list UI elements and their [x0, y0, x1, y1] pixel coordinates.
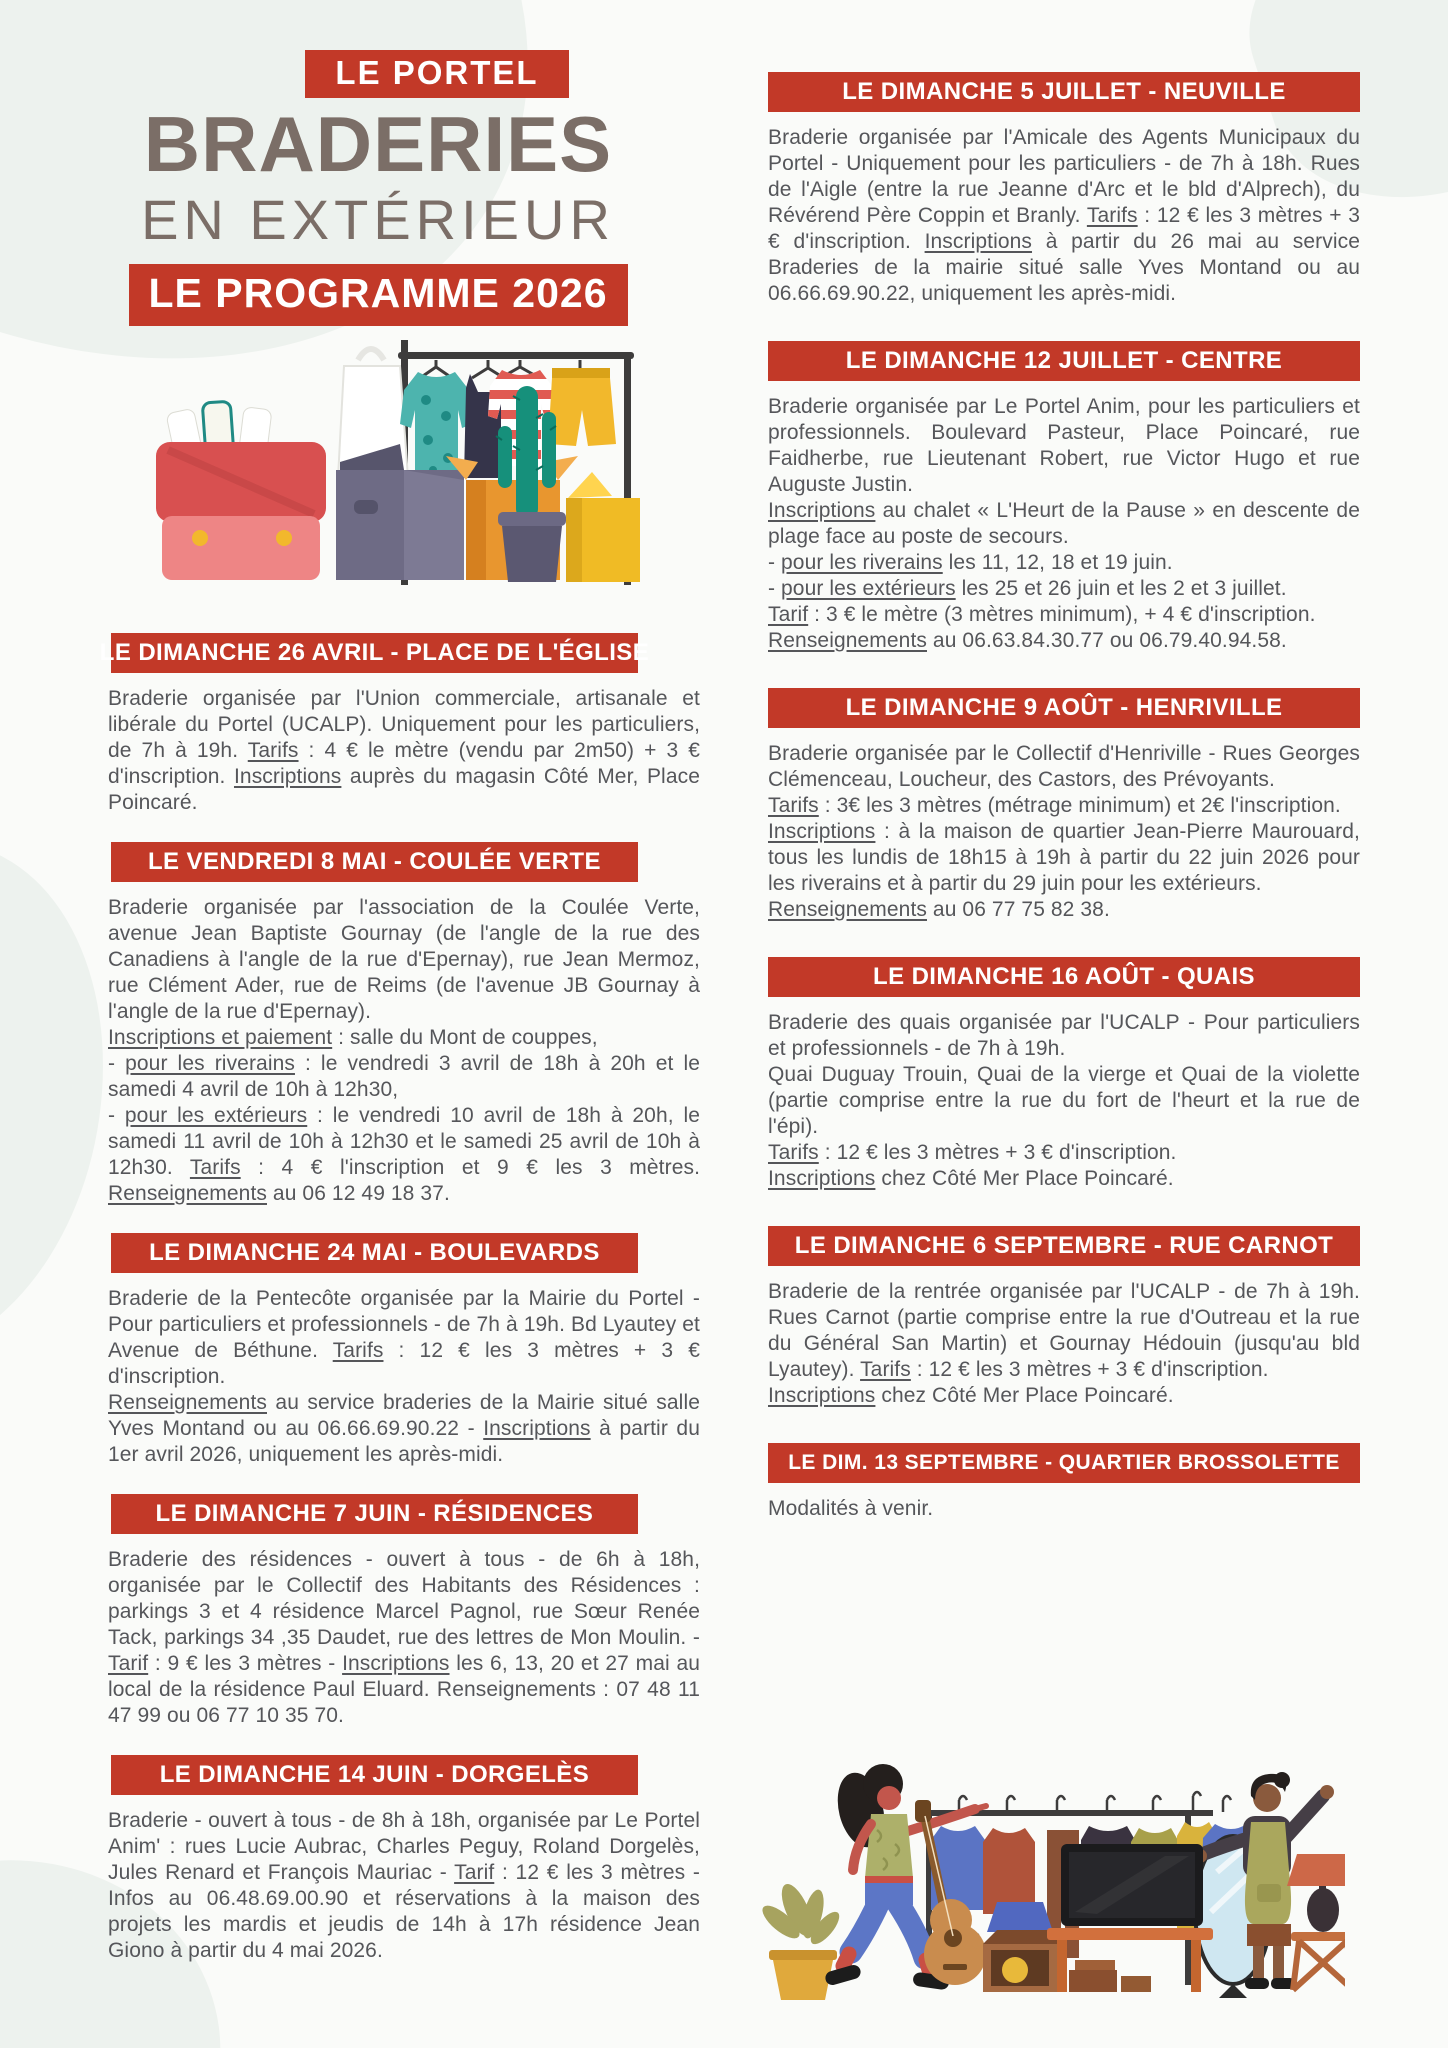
event-paragraph: Renseignements au 06 77 75 82 38.	[768, 898, 1110, 921]
banner-8-mai: LE VENDREDI 8 MAI - COULÉE VERTE	[111, 842, 638, 882]
event-paragraph: Braderie organisée par l'association de la Coulée Verte, avenue Jean Baptiste Gournay (de l'angle de la rue des Canadiens à l'angle de la rue d'Epernay), rue Jean Mermoz, rue Clément Ader, rue de Reims (de l'avenue JB Gournay à l'angle de la rue d'Epernay).	[108, 896, 700, 1023]
event-paragraph: - pour les extérieurs les 25 et 26 juin et les 2 et 3 juillet.	[768, 577, 1287, 600]
banner-14-juin: LE DIMANCHE 14 JUIN - DORGELÈS	[111, 1755, 638, 1795]
program-badge: LE PROGRAMME 2026	[129, 264, 628, 326]
section-8-mai	[108, 842, 700, 1207]
event-paragraph: Inscriptions et paiement : salle du Mont de couppes,	[108, 1026, 598, 1049]
event-paragraph: - pour les riverains les 11, 12, 18 et 19 juin.	[768, 551, 1173, 574]
lamp-on-stool-icon	[1287, 1854, 1345, 1990]
bottom-illustration	[745, 1752, 1345, 2022]
banner-16-aout: LE DIMANCHE 16 AOÛT - QUAIS	[768, 957, 1360, 997]
banner-9-aout: LE DIMANCHE 9 AOÛT - HENRIVILLE	[768, 688, 1360, 728]
event-paragraph: Inscriptions : à la maison de quartier Jean-Pierre Maurouard, tous les lundis de 18h15 à 19h à partir du 22 juin 2026 pour les riverains et à partir du 29 juin pour les extérieurs.	[768, 820, 1360, 895]
event-paragraph: Inscriptions au chalet « L'Heurt de la Pause » en descente de plage face au poste de secours.	[768, 499, 1360, 548]
section-5-juillet	[768, 72, 1360, 307]
poster-header	[98, 50, 658, 326]
event-paragraph: Braderie organisée par l'Union commerciale, artisanale et libérale du Portel (UCALP). Uniquement pour les particuliers, de 7h à 19h. Tarifs : 4 € le mètre (vendu par 2m50) + 3 € d'inscription. Inscriptions auprès du magasin Côté Mer, Place Poincaré.	[108, 687, 701, 814]
event-paragraph: Modalités à venir.	[768, 1497, 934, 1520]
books-icon	[1069, 1960, 1151, 1992]
banner-7-juin: LE DIMANCHE 7 JUIN - RÉSIDENCES	[111, 1494, 638, 1534]
left-column	[99, 633, 701, 1990]
yellow-shorts-icon	[548, 360, 616, 446]
section-14-juin	[108, 1755, 700, 1964]
banner-6-septembre: LE DIMANCHE 6 SEPTEMBRE - RUE CARNOT	[768, 1226, 1360, 1266]
event-paragraph: - pour les riverains : le vendredi 3 avril de 18h à 20h et le samedi 4 avril de 10h à 12h30,	[108, 1052, 700, 1101]
event-paragraph: Inscriptions chez Côté Mer Place Poincaré.	[768, 1384, 1174, 1407]
section-24-mai	[108, 1233, 700, 1468]
event-paragraph: Braderie de la rentrée organisée par l'UCALP - de 7h à 19h. Rues Carnot (partie comprise entre la rue d'Outreau et la rue du Général San Martin) et Gournay Hédouin (jusqu'au bld Lyautey). Tarifs : 12 € les 3 mètres + 3 € d'inscription.	[768, 1280, 1360, 1381]
event-paragraph: Braderie organisée par le Collectif d'Henriville - Rues Georges Clémenceau, Loucheur, des Castors, des Prévoyants.	[768, 742, 1360, 791]
event-paragraph: Tarif : 3 € le mètre (3 mètres minimum), + 4 € d'inscription.	[768, 603, 1316, 626]
section-13-septembre	[768, 1443, 1360, 1522]
right-column	[768, 72, 1360, 1556]
poster-subtitle: EN EXTÉRIEUR	[141, 188, 615, 252]
section-6-septembre	[768, 1226, 1360, 1409]
section-16-aout	[768, 957, 1360, 1192]
town-badge-row	[98, 50, 658, 98]
banner-26-avril: LE DIMANCHE 26 AVRIL - PLACE DE L'ÉGLISE	[111, 633, 638, 673]
event-paragraph: Braderie des quais organisée par l'UCALP - Pour particuliers et professionnels - de 7h à 19h.	[768, 1011, 1360, 1060]
event-paragraph: Braderie de la Pentecôte organisée par la Mairie du Portel - Pour particuliers et professionnels - de 7h à 19h. Bd Lyautey et Avenue de Béthune. Tarifs : 12 € les 3 mètres + 3 € d'inscription.	[108, 1287, 700, 1388]
banner-24-mai: LE DIMANCHE 24 MAI - BOULEVARDS	[111, 1233, 638, 1273]
tv-icon	[1061, 1844, 1203, 1926]
event-paragraph: Braderie - ouvert à tous - de 8h à 18h, organisée par Le Portel Anim' : rues Lucie Aubrac, Charles Peguy, Roland Dorgelès, Jules Renard et François Mauriac - Tarif : 12 € les 3 mètres - Infos au 06.48.69.00.90 et réservations à la maison des projets les mardis et jeudis de 14h à 17h résidence Jean Giono à partir du 4 mai 2026.	[108, 1809, 700, 1962]
section-9-aout	[768, 688, 1360, 923]
banner-12-juillet: LE DIMANCHE 12 JUILLET - CENTRE	[768, 341, 1360, 381]
event-paragraph: Renseignements au service braderies de la Mairie situé salle Yves Montand ou au 06.66.69.90.22 - Inscriptions à partir du 1er avril 2026, uniquement les après-midi.	[108, 1391, 700, 1466]
event-paragraph: Inscriptions chez Côté Mer Place Poincaré.	[768, 1167, 1174, 1190]
town-badge: LE PORTEL	[305, 50, 568, 98]
event-paragraph: - pour les extérieurs : le vendredi 10 avril de 18h à 20h, le samedi 11 avril de 10h à 12h30 et le samedi 25 avril de 10h à 12h30. Tarifs : 4 € l'inscription et 9 € les 3 mètres. Renseignements au 06 12 49 18 37.	[108, 1104, 701, 1205]
top-illustration	[148, 330, 640, 622]
event-paragraph: Renseignements au 06.63.84.30.77 ou 06.79.40.94.58.	[768, 629, 1287, 652]
section-12-juillet	[768, 341, 1360, 654]
section-26-avril	[99, 633, 701, 816]
event-paragraph: Braderie organisée par Le Portel Anim, pour les particuliers et professionnels. Boulevard Pasteur, Place Poincaré, rue Faidherbe, rue Lieutenant Robert, rue Victor Hugo et rue Auguste Justin.	[768, 395, 1360, 496]
poster-title: BRADERIES	[143, 100, 613, 188]
event-paragraph: Quai Duguay Trouin, Quai de la vierge et Quai de la violette (partie comprise entre la rue du fort de l'heurt et la rue de l'épi).	[768, 1063, 1360, 1138]
section-7-juin	[108, 1494, 700, 1729]
event-paragraph: Tarifs : 3€ les 3 mètres (métrage minimum) et 2€ l'inscription.	[768, 794, 1341, 817]
event-paragraph: Braderie organisée par l'Amicale des Agents Municipaux du Portel - Uniquement pour les particuliers - de 7h à 18h. Rues de l'Aigle (entre la rue Jeanne d'Arc et le bld d'Alprech), du Révérend Père Coppin et Branly. Tarifs : 12 € les 3 mètres + 3 € d'inscription. Inscriptions à partir du 26 mai au service Braderies de la mairie situé salle Yves Montand ou au 06.66.69.90.22, uniquement les après-midi.	[768, 126, 1360, 305]
event-paragraph: Tarifs : 12 € les 3 mètres + 3 € d'inscription.	[768, 1141, 1177, 1164]
suitcase-icon	[156, 442, 326, 580]
event-paragraph: Braderie des résidences - ouvert à tous - de 6h à 18h, organisée par le Collectif des Habitants des Résidences : parkings 3 et 4 résidence Marcel Pagnol, rue Sœur Renée Tack, parkings 34 ,35 Daudet, rue des lettres de Mon Moulin. - Tarif : 9 € les 3 mètres - Inscriptions les 6, 13, 20 et 27 mai au local de la résidence Paul Eluard. Renseignements : 07 48 11 47 99 ou 06 77 10 35 70.	[108, 1548, 701, 1727]
banner-5-juillet: LE DIMANCHE 5 JUILLET - NEUVILLE	[768, 72, 1360, 112]
banner-13-septembre: LE DIM. 13 SEPTEMBRE - QUARTIER BROSSOLETTE	[768, 1443, 1360, 1483]
